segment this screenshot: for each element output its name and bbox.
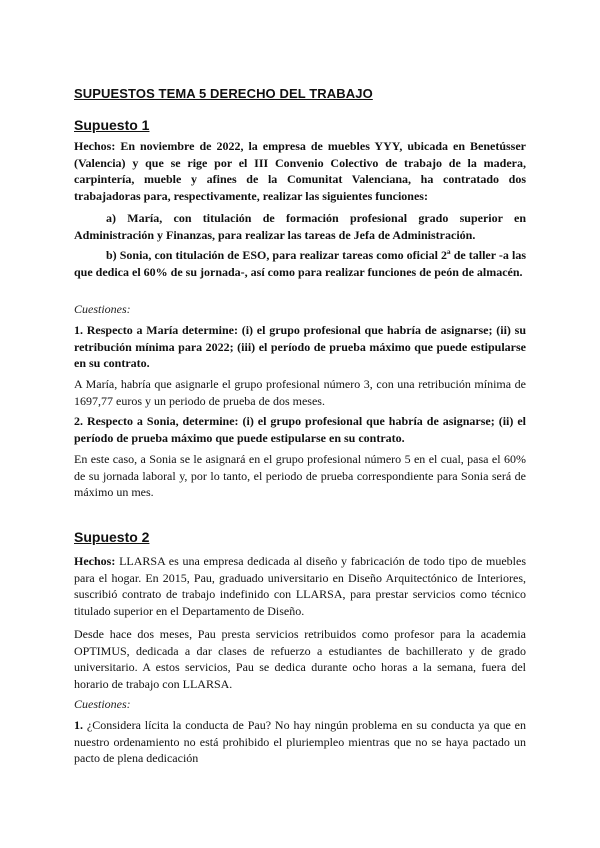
supuesto-1-answer-2: En este caso, a Sonia se le asignará en el grupo profesional número 5 en el cual, pasa el 60% de su jornada laboral y, por lo tanto, el periodo de prueba correspondiente para Sonia será de máximo un mes. bbox=[74, 452, 526, 499]
hechos-label: Hechos: bbox=[74, 139, 116, 153]
question-text: ¿Considera lícita la conducta de Pau? No hay ningún problema en su conducta ya que en nuestro ordenamiento no está prohibido el pluriempleo mientras que no se haya pactado un pacto de plena dedicación bbox=[74, 718, 526, 765]
supuesto-1-hechos bbox=[74, 138, 526, 204]
supuesto-1-item-b: b) Sonia, con titulación de ESO, para realizar tareas como oficial 2ª de taller -a las que dedica el 60% de su jornada-, así como para realizar funciones de peón de almacén. bbox=[74, 248, 526, 279]
supuesto-2-hechos bbox=[74, 553, 526, 619]
supuesto-1-item-a: a) María, con titulación de formación profesional grado superior en Administración y Finanzas, para realizar las tareas de Jefa de Administración. bbox=[74, 211, 526, 242]
hechos-text: LLARSA es una empresa dedicada al diseño y fabricación de todo tipo de muebles para el hogar. En 2015, Pau, graduado universitario en Diseño Arquitectónico de Interiores, suscribió contrato de trabajo indefinido con LLARSA, para prestar servicios como técnico titulado superior en el Departamento de Diseño. bbox=[74, 554, 527, 618]
supuesto-2-heading: Supuesto 2 bbox=[74, 529, 150, 545]
hechos-text: En noviembre de 2022, la empresa de muebles YYY, ubicada en Benetússer (Valencia) y que se rige por el III Convenio Colectivo de trabajo de la madera, carpintería, mueble y afines de la Comunitat Valenciana, ha contratado dos trabajadoras para, respectivamente, realizar las siguientes funciones: bbox=[74, 139, 526, 203]
supuesto-2-paragraph-2: Desde hace dos meses, Pau presta servicios retribuidos como profesor para la academia OPTIMUS, dedicada a dar clases de refuerzo a estudiantes de bachillerato y de grado universitario. A estos servicios, Pau se dedica durante ocho horas a la semana, fuera del horario de trabajo con LLARSA. bbox=[74, 627, 526, 691]
supuesto-1-question-1: 1. Respecto a María determine: (i) el grupo profesional que habría de asignarse; (ii) su retribución mínima para 2022; (iii) el período de prueba máximo que puede estipularse en su contrato. bbox=[74, 323, 526, 370]
hechos-label: Hechos: bbox=[74, 554, 116, 568]
document-title: SUPUESTOS TEMA 5 DERECHO DEL TRABAJO bbox=[74, 86, 373, 101]
supuesto-1-question-2: 2. Respecto a Sonia, determine: (i) el grupo profesional que habría de asignarse; (ii) el período de prueba máximo que puede estipularse en su contrato. bbox=[74, 414, 526, 445]
supuesto-1-answer-1: A María, habría que asignarle el grupo profesional número 3, con una retribución mínima de 1697,77 euros y un periodo de prueba de dos meses. bbox=[74, 377, 526, 408]
supuesto-2-question-1 bbox=[74, 717, 526, 767]
supuesto-2-cuestiones-label: Cuestiones: bbox=[74, 697, 131, 711]
supuesto-1-heading: Supuesto 1 bbox=[74, 117, 150, 133]
question-number: 1. bbox=[74, 718, 83, 732]
supuesto-1-cuestiones-label: Cuestiones: bbox=[74, 302, 131, 316]
